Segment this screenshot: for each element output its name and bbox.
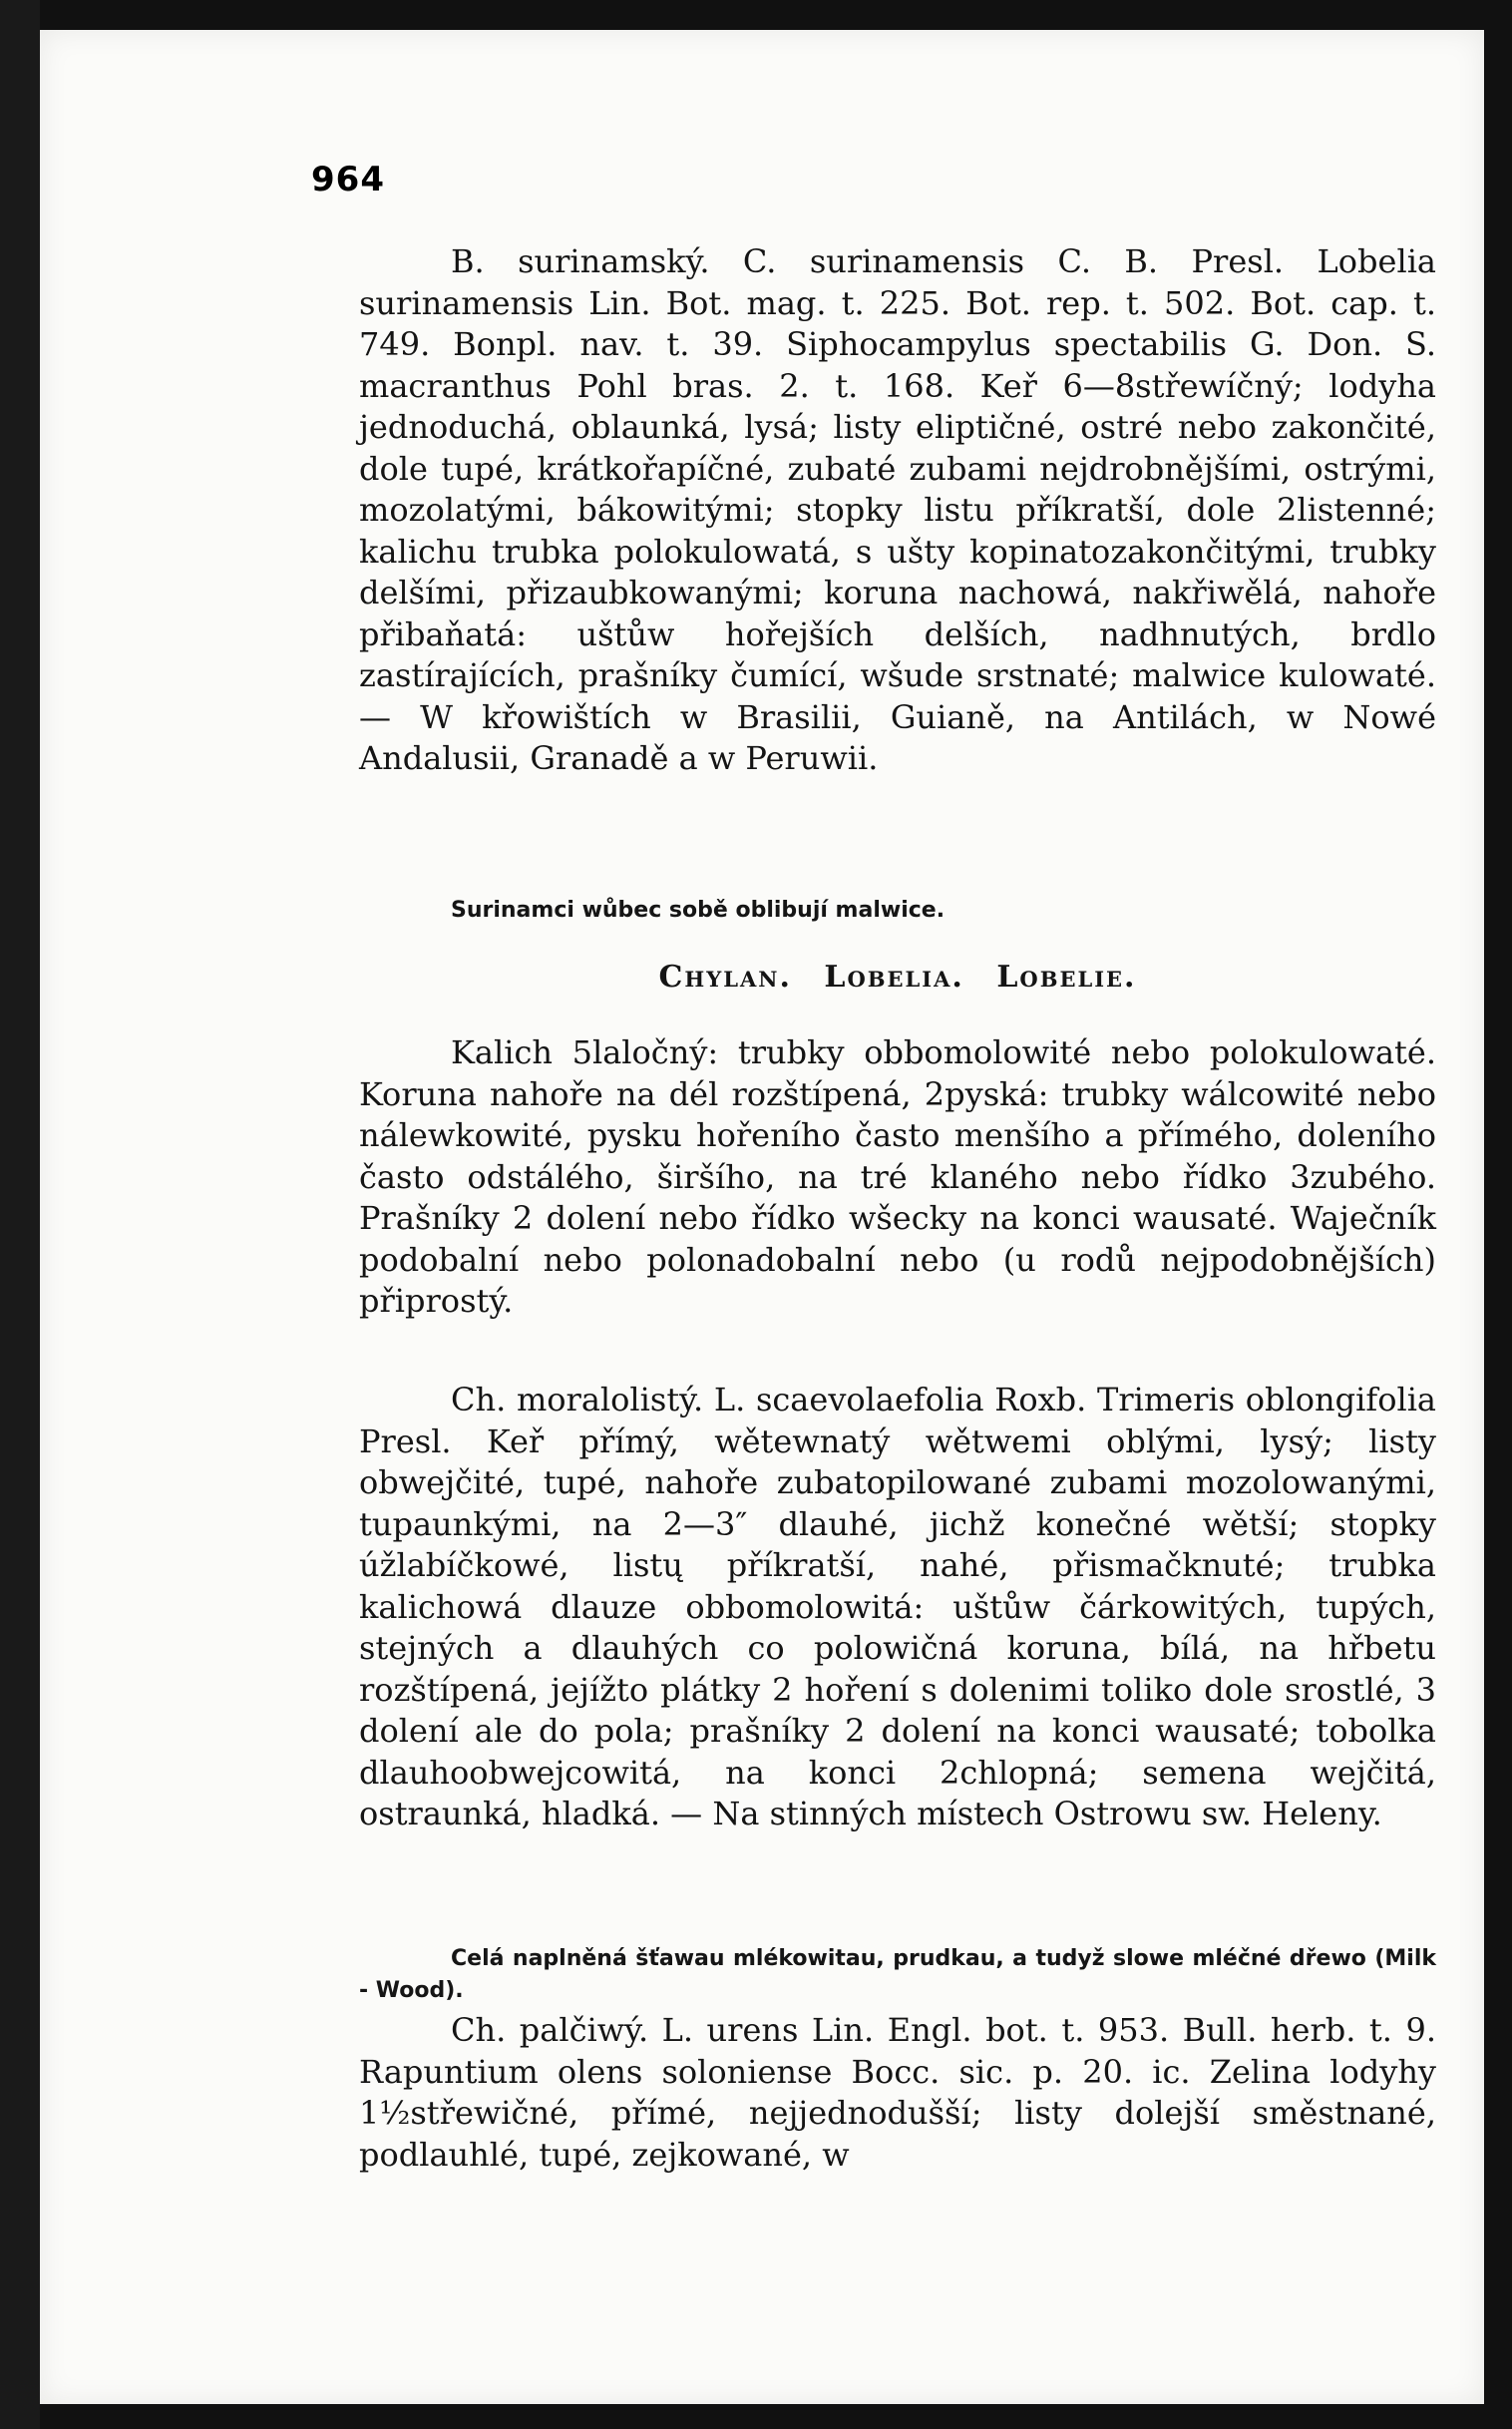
footnote-surinamensis: Surinamci wůbec sobě oblibují malwice. [451,898,945,923]
genus-description: Kalich 5laločný: trubky obbomolowité nebo polokulowaté. Koruna nahoře na dél rozštípená, 2pyská: trubky wálcowité nebo nálewkowité, pysku hořeního často menšího a příméhо, doleního často odstálého, širšího, na tré klaného nebo řídko 3zubého. Prašníky 2 dolení nebo řídko wšecky na konci wausaté. Waječník podobalní nebo polonadobalní nebo (u rodů nejpodobnějších) připrostý. [359,1033,1436,1320]
genus-name-latin: Lobelia. [824,960,964,995]
species-paragraph-scaevolaefolia: Ch. moralolistý. L. scaevolaefolia Roxb. Trimeris oblongifolia Presl. Keř přímý, wětewnatý wětwemi oblými, lysý; listy obwejčité, tupé, nahoře zubatopilowané zubami mozolowanými, tupaunkými, na 2—3″ dlauhé, jichž konečné wětší; stopky úžlabíčkowé, listų příkratší, nahé, přismačknuté; trubka kalichowá dlauze obbomolowitá: uštůw čárkowitých, tupých, stejných a dlauhých co polowičná koruna, bílá, na hřbetu rozštípená, jejížto plátky 2 hoření s dolenimi toliko dole srostlé, 3 dolení ale do pola; prašníky 2 dolení na konci wausaté; tobolka dlauhoobwejcowitá, na konci 2chlopná; semena wejčitá, ostraunká, hladká. — Na stinných místech Ostrowu sw. Heleny. [359,1381,1436,1832]
genus-name-alt: Lobelie. [996,960,1137,995]
page-number: 964 [311,160,385,200]
genus-name-czech: Chylan. [658,960,792,995]
genus-heading [359,960,1436,995]
species-paragraph-urens: Ch. palčiwý. L. urens Lin. Engl. bot. t. 953. Bull. herb. t. 9. Rapuntium olens soloniense Bocc. sic. p. 20. ic. Zelina lodyhy 1½střewičné, přímé, nejjednodušší; listy dolejší směstnané, podlauhlé, tupé, zejkowané, w [359,2011,1436,2174]
species-paragraph-surinamensis: B. surinamský. C. surinamensis C. B. Presl. Lobelia surinamensis Lin. Bot. mag. t. 225. Bot. rep. t. 502. Bot. cap. t. 749. Bonpl. nav. t. 39. Siphocampylus spectabilis G. Don. S. macranthus Pohl bras. 2. t. 168. Keř 6—8střewíčný; lodyha jednoduchá, oblaunká, lysá; listy eliptičné, ostré nebo zakončité, dole tupé, krátkořapíčné, zubaté zubami nejdrobnějšími, ostrými, mozolatými, bákowitými; stopky listu příkratší, dole 2listenné; kalichu trubka polokulowatá, s ušty kopinatozakončitými, trubky delšími, přizaubkowanými; koruna nachowá, nakřiwělá, nahoře přibaňatá: uštůw hořejších delších, nadhnutých, brdlo zastírajících, prašníky čumící, wšude srstnaté; malwice kulowaté. — W křowištích w Brasilii, Guianě, na Antilách, w Nowé Andalusii, Granadě a w Peruwii. [359,242,1436,777]
scan-border [0,0,40,2429]
footnote-milk-wood: Celá naplněná šťawau mlékowitau, prudkau, a tudyž slowe mléčné dřewo (Milk - Wood). [359,1946,1436,2003]
